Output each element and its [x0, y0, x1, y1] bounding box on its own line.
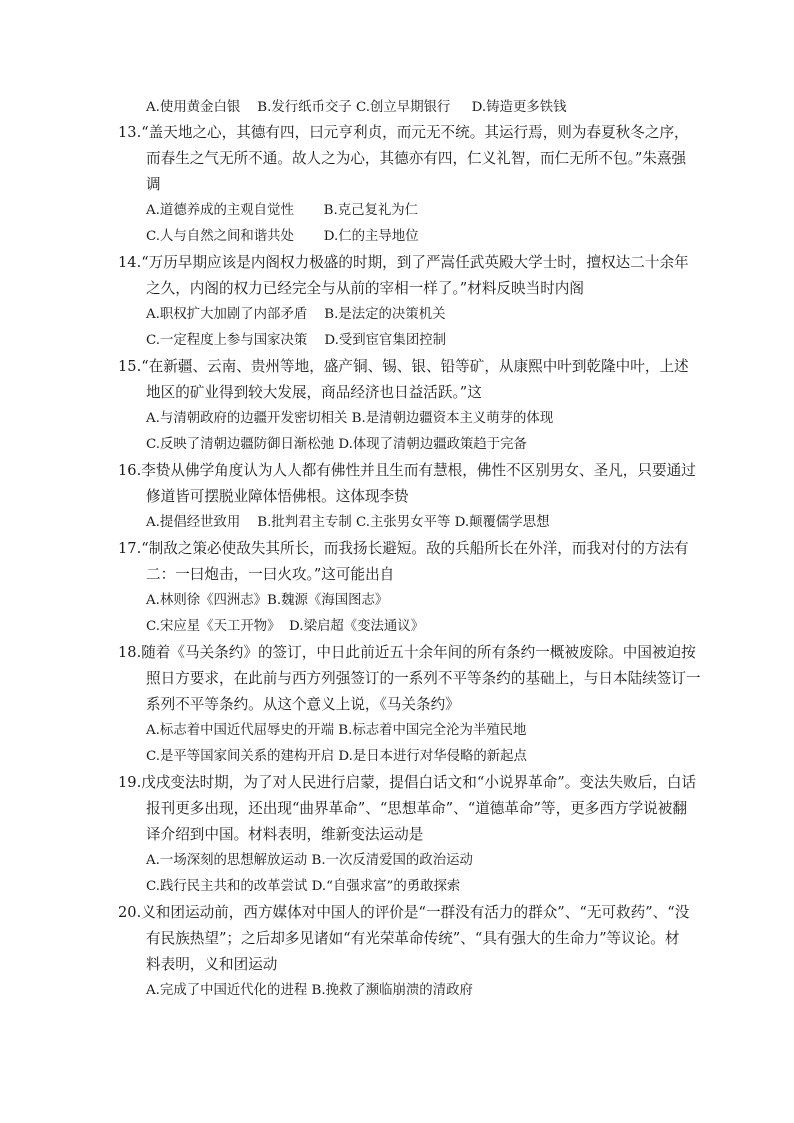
question-text-line: 系列不平等条约。从这个意义上说，《马关条约》 — [146, 696, 460, 713]
answer-options-line: A.提倡经世致用 B.批判君主专制 C.主张男女平等 D.颠覆儒学思想 — [146, 515, 550, 530]
question-text-line: 17.“制敌之策必使敌失其所长，而我扬长避短。敌的兵船所长在外洋，而我对付的方法有 — [118, 540, 689, 557]
question-text-line: 之久，内阁的权力已经完全与从前的宰相一样了。”材料反映当时内阁 — [146, 280, 584, 297]
answer-options-line: C.宋应星《天工开物》 D.梁启超《变法通议》 — [146, 619, 425, 634]
answer-options-line: A.标志着中国近代屈辱史的开端 B.标志着中国完全沦为半殖民地 — [146, 723, 527, 738]
question-text-line: 二：一曰炮击，一曰火攻。”这可能出自 — [146, 566, 395, 583]
question-text-line: 译介绍到中国。材料表明，维新变法运动是 — [146, 826, 424, 843]
question-text-line: 照日方要求，在此前与西方列强签订的一系列不平等条约的基础上，与日本陆续签订一 — [146, 670, 701, 687]
question-text-line: 13.“盖天地之心，其德有四，曰元亨利贞，而元无不统。其运行焉，则为春夏秋冬之序， — [118, 124, 689, 141]
question-text-line: 修道皆可摆脱业障体悟佛根。这体现李贽 — [146, 488, 409, 505]
question-text-line: 调 — [146, 176, 161, 193]
answer-options-line: C.践行民主共和的改革尝试 D.“自强求富”的勇敢探索 — [146, 879, 461, 894]
question-text-line: 18.随着《马关条约》的签订，中日此前近五十余年间的所有条约一概被废除。中国被迫按 — [118, 644, 696, 661]
answer-options-line: A.一场深刻的思想解放运动 B.一次反清爱国的政治运动 — [146, 853, 473, 868]
question-text-line: 地区的矿业得到较大发展，商品经济也日益活跃。”这 — [146, 384, 482, 401]
answer-options-line: C.反映了清朝边疆防御日渐松弛 D.体现了清朝边疆政策趋于完备 — [146, 437, 527, 452]
question-text-line: 20.义和团运动前，西方媒体对中国人的评价是“一群没有活力的群众”、“无可救药”、“没 — [118, 904, 690, 921]
question-text-line: 16.李贽从佛学角度认为人人都有佛性并且生而有慧根，佛性不区别男女、圣凡，只要通过 — [118, 462, 696, 479]
question-text-line: 15.“在新疆、云南、贵州等地，盛产铜、锡、银、铅等矿，从康熙中叶到乾隆中叶，上述 — [118, 358, 689, 375]
answer-options-line: C.是平等国家间关系的建构开启 D.是日本进行对华侵略的新起点 — [146, 749, 527, 764]
answer-options-line: A.林则徐《四洲志》B.魏源《海国图志》 — [146, 593, 389, 608]
answer-options-line: A.完成了中国近代化的进程 B.挽救了濒临崩溃的清政府 — [146, 983, 473, 998]
question-text-line: 而春生之气无所不通。故人之为心，其德亦有四，仁义礼智，而仁无所不包。”朱熹强 — [146, 150, 687, 167]
question-text-line: 报刊更多出现，还出现“曲界革命”、“思想革命”、“道德革命”等，更多西方学说被翻 — [146, 800, 687, 817]
question-text-line: 14.“万历早期应该是内阁权力极盛的时期，到了严嵩任武英殿大学士时，擅权达二十余年 — [118, 254, 689, 271]
answer-options-line: A.与清朝政府的边疆开发密切相关 B.是清朝边疆资本主义萌芽的体现 — [146, 411, 554, 426]
answer-options-line: A.道德养成的主观自觉性 B.克己复礼为仁 — [146, 203, 419, 218]
answer-options-line: A.职权扩大加剧了内部矛盾 B.是法定的决策机关 — [146, 307, 446, 322]
answer-options-line: C.人与自然之间和谐共处 D.仁的主导地位 — [146, 229, 419, 244]
question-text-line: 料表明，义和团运动 — [146, 956, 278, 973]
question-text-line: 有民族热望”；之后却多见诸如“有光荣革命传统”、“具有强大的生命力”等议论。材 — [146, 930, 680, 947]
question-text-line: 19.戊戌变法时期，为了对人民进行启蒙，提倡白话文和“小说界革命”。变法失败后，白话 — [118, 774, 697, 791]
answer-options-line: C.一定程度上参与国家决策 D.受到宦官集团控制 — [146, 333, 446, 348]
answer-options-line: A.使用黄金白银 B.发行纸币交子 C.创立早期银行 D.铸造更多铁钱 — [146, 100, 567, 115]
